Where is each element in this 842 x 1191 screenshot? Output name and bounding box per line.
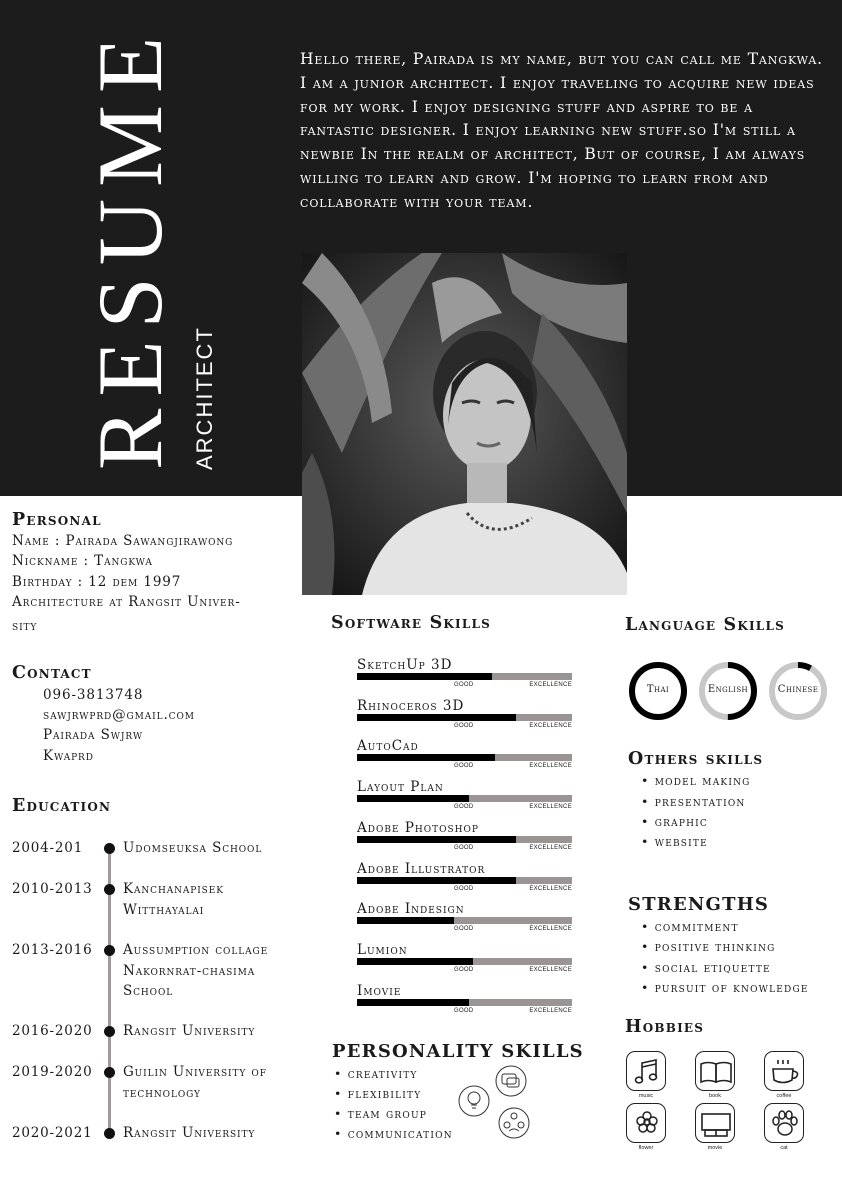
skill-bar xyxy=(357,901,572,941)
skill-bar xyxy=(357,657,572,697)
skill-scale-high: EXCELLENCE xyxy=(529,926,572,933)
skill-scale-low: GOOD xyxy=(454,682,474,688)
personal-school: Architecture at Rangsit Univer- xyxy=(12,594,241,610)
education-year: 2010-2013 xyxy=(12,881,93,897)
contact-social-1: Pairada Swjrw xyxy=(43,727,144,743)
skill-scale-high: EXCELLENCE xyxy=(529,1007,572,1014)
contact-email: sawjrwprd@gmail.com xyxy=(43,707,195,723)
skill-level-fill xyxy=(357,836,516,843)
skill-bar xyxy=(357,942,572,982)
strength-item: • social etiquette xyxy=(641,960,771,975)
skill-scale-low: GOOD xyxy=(454,844,474,851)
paw-icon xyxy=(764,1103,804,1143)
timeline-dot xyxy=(104,1026,115,1037)
language-ring xyxy=(767,660,829,722)
timeline-dot xyxy=(104,884,115,895)
hobbies-heading: Hobbies xyxy=(625,1017,705,1037)
strengths-heading: STRENGTHS xyxy=(628,894,770,915)
education-school: Rangsit University xyxy=(123,1125,256,1141)
skill-track xyxy=(357,754,572,761)
skill-level-fill xyxy=(357,673,492,680)
education-school: Kanchanapisek Witthayalai xyxy=(123,881,224,918)
skill-scale-low: GOOD xyxy=(454,804,474,811)
skill-track xyxy=(357,795,572,802)
personal-heading: Personal xyxy=(12,510,102,530)
skill-scale-high: EXCELLENCE xyxy=(529,722,572,729)
skill-scale-low: GOOD xyxy=(454,1007,474,1014)
education-school: Rangsit University xyxy=(123,1023,256,1039)
personality-skills-heading: PERSONALITY SKILLS xyxy=(332,1041,584,1062)
education-heading: Education xyxy=(12,796,112,816)
skill-scale-low: GOOD xyxy=(454,966,474,973)
flower-icon xyxy=(626,1103,666,1143)
skill-bar xyxy=(357,698,572,738)
lightbulb-icon xyxy=(459,1086,489,1116)
skill-level-fill xyxy=(357,999,469,1006)
others-item: • model making xyxy=(641,773,751,788)
chat-bubble-icon xyxy=(496,1066,526,1096)
hobby-book xyxy=(695,1051,739,1107)
personal-birthday: Birthday : 12 dem 1997 xyxy=(12,574,182,590)
skill-scale-high: EXCELLENCE xyxy=(529,682,572,688)
tv-icon xyxy=(695,1103,735,1143)
personality-icons xyxy=(455,1064,535,1142)
music-note-icon xyxy=(626,1051,666,1091)
personality-item: • flexibility xyxy=(334,1086,422,1101)
skill-scale-high: EXCELLENCE xyxy=(529,804,572,811)
skill-scale-low: GOOD xyxy=(454,926,474,933)
personality-item: • team group xyxy=(334,1106,427,1121)
skill-level-fill xyxy=(357,877,516,884)
team-icon xyxy=(499,1108,529,1138)
skill-name: Imovie xyxy=(357,982,402,999)
skill-bar xyxy=(357,738,572,778)
personal-school-cont: sity xyxy=(12,618,38,634)
skill-bar xyxy=(357,820,572,860)
skill-scale-high: EXCELLENCE xyxy=(529,966,572,973)
skill-level-fill xyxy=(357,958,473,965)
education-year: 2016-2020 xyxy=(12,1023,93,1039)
skill-bar xyxy=(357,779,572,819)
skill-track xyxy=(357,958,572,965)
timeline-dot xyxy=(104,1067,115,1078)
personality-item: • creativity xyxy=(334,1066,418,1081)
contact-heading: Contact xyxy=(12,663,92,683)
skill-level-fill xyxy=(357,917,454,924)
language-ring xyxy=(697,660,759,722)
skill-name: Lumion xyxy=(357,941,408,958)
skill-track xyxy=(357,714,572,721)
education-year: 2019-2020 xyxy=(12,1064,93,1080)
role-title: ARCHITECT xyxy=(192,326,217,470)
strength-item: • pursuit of knowledge xyxy=(641,980,809,995)
intro-paragraph: Hello there, Pairada is my name, but you can call me Tangkwa. I am a junior architect. I enjoy traveling to acquire new ideas for my work. I enjoy designing stuff and aspire to be a fantastic designer. I enjoy learning new stuff.so I'm still a newbie In the realm of architect, But of course, I am always willing to learn and grow. I'm hoping to learn from and collaborate with your team. xyxy=(300,50,824,211)
skill-name: Adobe Indesign xyxy=(357,901,465,918)
education-year: 2020-2021 xyxy=(12,1125,93,1141)
education-school: Udomseuksa School xyxy=(123,840,263,856)
hobby-label: coffee xyxy=(776,1093,792,1099)
hobby-label: flower xyxy=(638,1145,654,1151)
skill-name: Rhinoceros 3D xyxy=(357,697,465,714)
timeline-dot xyxy=(104,843,115,854)
skill-scale-high: EXCELLENCE xyxy=(529,763,572,770)
skill-level-fill xyxy=(357,754,495,761)
resume-title: RESUME xyxy=(79,24,181,470)
timeline-dot xyxy=(104,1128,115,1139)
language-ring xyxy=(627,660,689,722)
portrait-photo xyxy=(302,253,627,595)
skill-name: Layout Plan xyxy=(357,779,444,796)
skill-level-fill xyxy=(357,795,469,802)
skill-level-fill xyxy=(357,714,516,721)
skill-name: AutoCad xyxy=(357,738,419,755)
hobby-flower xyxy=(626,1103,670,1159)
hobby-label: movie xyxy=(707,1145,723,1151)
hobby-label: book xyxy=(709,1093,721,1099)
skill-scale-low: GOOD xyxy=(454,763,474,770)
skill-bar xyxy=(357,983,572,1023)
contact-phone: 096-3813748 xyxy=(43,687,144,703)
hobby-coffee xyxy=(764,1051,808,1107)
skill-scale-low: GOOD xyxy=(454,722,474,729)
skill-scale-low: GOOD xyxy=(454,885,474,892)
others-skills-heading: Others skills xyxy=(628,749,764,769)
others-item: • website xyxy=(641,834,708,849)
hobby-cat xyxy=(764,1103,808,1159)
skill-bar xyxy=(357,861,572,901)
personal-nickname: Nickname : Tangkwa xyxy=(12,553,153,569)
skill-track xyxy=(357,877,572,884)
strength-item: • positive thinking xyxy=(641,939,776,954)
contact-social-2: Kwaprd xyxy=(43,748,94,764)
language-name: Thai xyxy=(646,684,670,695)
education-school: Aussumption collage Nakornrat-chasima School xyxy=(123,942,269,999)
skill-scale-high: EXCELLENCE xyxy=(529,885,572,892)
coffee-cup-icon xyxy=(764,1051,804,1091)
personality-item: • communication xyxy=(334,1126,453,1141)
strength-item: • commitment xyxy=(641,919,739,934)
hobby-label: music xyxy=(638,1093,654,1099)
timeline-dot xyxy=(104,945,115,956)
others-item: • graphic xyxy=(641,814,708,829)
skill-track xyxy=(357,917,572,924)
hobby-movie xyxy=(695,1103,739,1159)
education-school: Guilin University of technology xyxy=(123,1064,267,1101)
skill-track xyxy=(357,836,572,843)
skill-name: Adobe Photoshop xyxy=(357,819,479,836)
education-year: 2013-2016 xyxy=(12,942,93,958)
hobby-label: cat xyxy=(780,1145,788,1151)
language-skills-heading: Language Skills xyxy=(625,615,785,635)
personal-name: Name : Pairada Sawangjirawong xyxy=(12,533,234,549)
language-name: English xyxy=(707,684,749,695)
software-skills-heading: Software Skills xyxy=(331,613,491,633)
language-name: Chinese xyxy=(777,684,819,695)
skill-scale-high: EXCELLENCE xyxy=(529,844,572,851)
others-item: • presentation xyxy=(641,794,746,809)
skill-name: Adobe Illustrator xyxy=(357,860,486,877)
skill-name: SketchUp 3D xyxy=(357,657,453,673)
book-icon xyxy=(695,1051,735,1091)
hobby-music xyxy=(626,1051,670,1107)
education-year: 2004-201 xyxy=(12,840,84,856)
skill-track xyxy=(357,673,572,680)
skill-track xyxy=(357,999,572,1006)
